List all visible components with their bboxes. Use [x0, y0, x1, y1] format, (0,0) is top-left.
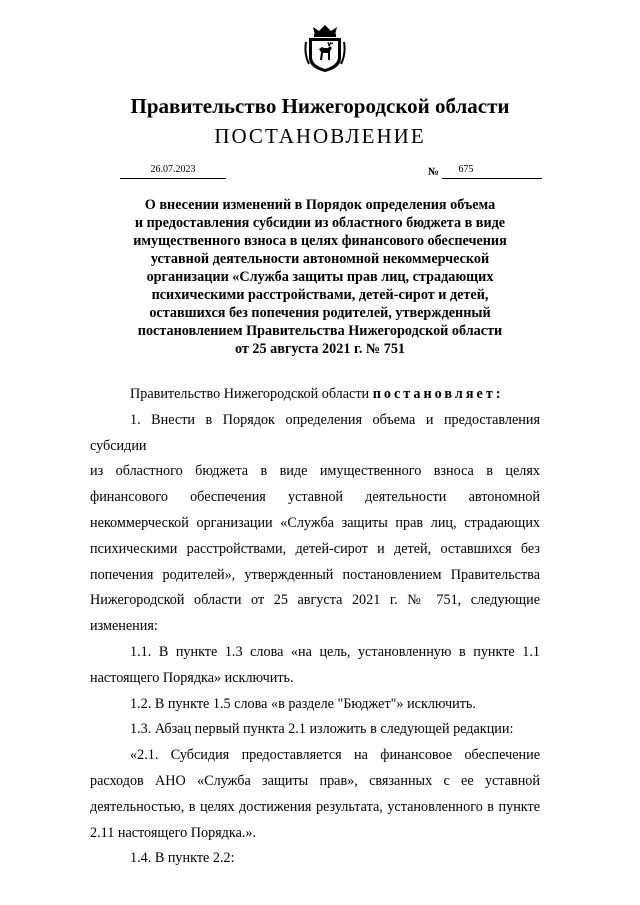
paragraph-line: Нижегородской области от 25 августа 2021 г. № 751, следующие — [90, 592, 540, 609]
subject-line: и предоставления субсидии из областного бюджета в виде — [134, 215, 506, 231]
paragraph-line: 1.1. В пункте 1.3 слова «на цель, установленную в пункте 1.1 — [130, 643, 540, 660]
paragraph-line: попечения родителей», утвержденный постановлением Правительства — [90, 566, 540, 583]
document-number: 675 — [458, 164, 474, 175]
document-subject — [100, 196, 540, 358]
paragraph-line: некоммерческой организации «Служба защиты прав лиц, страдающих — [90, 514, 540, 531]
subject-line: от 25 августа 2021 г. № 751 — [234, 341, 406, 357]
document-type-title: ПОСТАНОВЛЕНИЕ — [214, 124, 426, 148]
paragraph-line: из областного бюджета в виде имущественного взноса в целях — [90, 463, 540, 480]
quote-line: «2.1. Субсидия предоставляется на финансовое обеспечение — [130, 747, 540, 764]
paragraph-line: психическими расстройствами, детей-сирот и детей, оставшихся без — [90, 540, 540, 557]
paragraph-line: финансового обеспечения уставной деятельности автономной — [90, 489, 540, 506]
paragraph-line: 1.3. Абзац первый пункта 2.1 изложить в следующей редакции: — [130, 721, 514, 738]
preamble-paragraph — [90, 382, 540, 408]
organization-title: Правительство Нижегородской области — [130, 94, 510, 118]
paragraph-line: 1.4. В пункте 2.2: — [130, 850, 235, 867]
number-underline — [442, 178, 542, 179]
number-sign: № — [428, 166, 440, 178]
preamble-verb: постановляет: — [372, 386, 504, 402]
quote-line: 2.11 настоящего Порядка.». — [90, 824, 257, 841]
preamble-text: Правительство Нижегородской области — [130, 386, 370, 402]
paragraph-line: 1.2. В пункте 1.5 слова «в разделе "Бюджет"» исключить. — [130, 695, 476, 712]
subject-line: оставшихся без попечения родителей, утвержденный — [149, 305, 491, 321]
quote-line: деятельностью, в целях достижения результата, установленного в пункте — [90, 798, 540, 815]
paragraph-line: настоящего Порядка» исключить. — [90, 669, 294, 686]
subject-line: О внесении изменений в Порядок определения объема — [144, 197, 496, 213]
subject-line: организации «Служба защиты прав лиц, страдающих — [146, 269, 494, 285]
paragraph-line: 1. Внести в Порядок определения объема и предоставления субсидии — [90, 411, 540, 454]
document-body — [90, 382, 540, 872]
document-date: 26.07.2023 — [150, 164, 196, 175]
quote-line: расходов АНО «Служба защиты прав», связанных с ее уставной — [90, 772, 540, 789]
subject-line: имущественного взноса в целях финансового обеспечения — [133, 233, 507, 249]
subject-line: постановлением Правительства Нижегородской области — [137, 323, 503, 339]
subject-line: уставной деятельности автономной некоммерческой — [150, 251, 490, 267]
subject-line: психическими расстройствами, детей-сирот и детей, — [151, 287, 489, 303]
date-underline — [120, 178, 226, 179]
paragraph-line: изменения: — [90, 618, 158, 635]
coat-of-arms-icon — [303, 22, 347, 74]
